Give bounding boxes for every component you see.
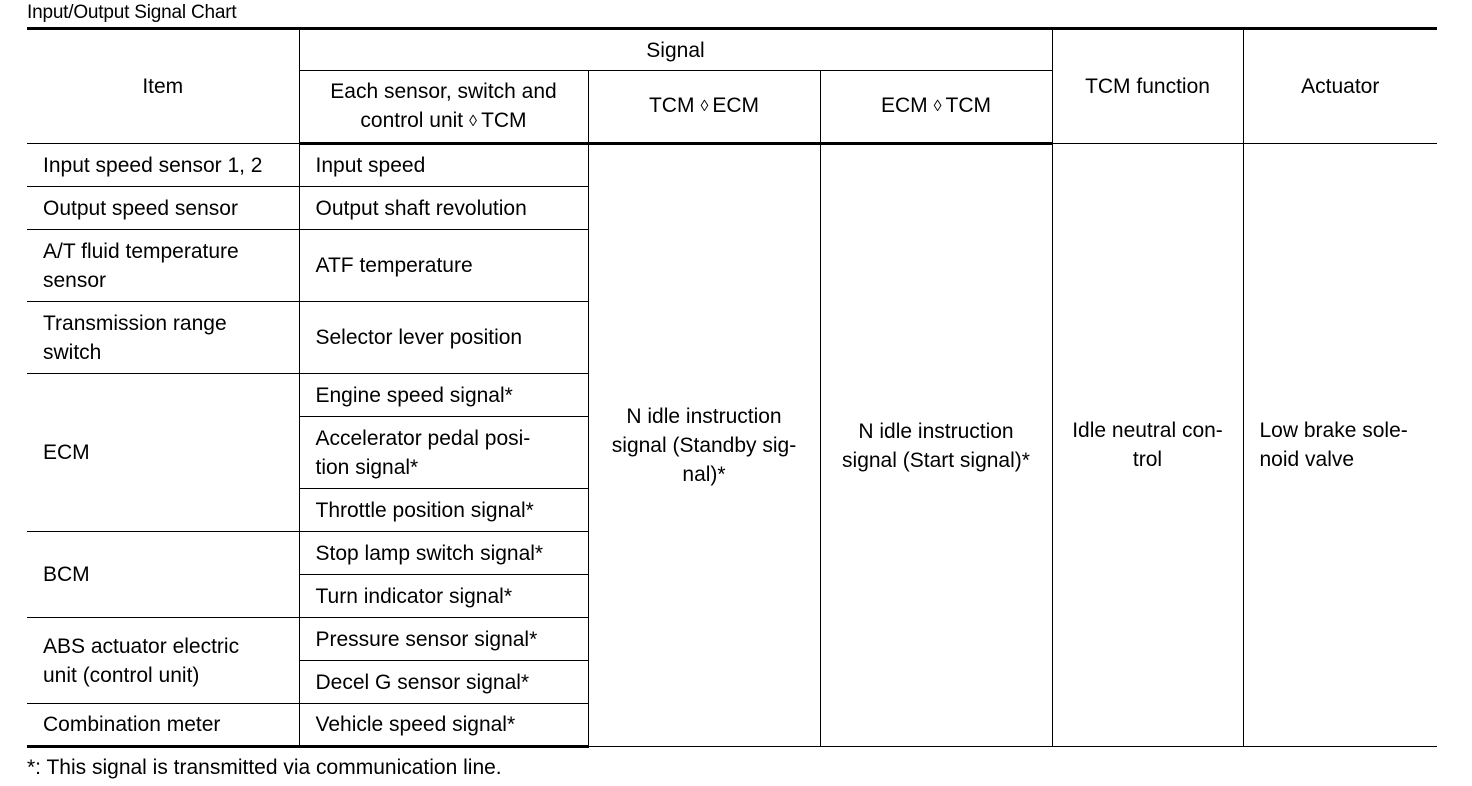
item-range-switch (27, 302, 299, 374)
actuator-line1: Low brake sole- (1259, 419, 1408, 442)
item-abs-actuator (27, 618, 299, 704)
header-tcm-to-ecm (588, 71, 820, 144)
signal-atf-temp: ATF temperature (299, 230, 588, 302)
item-abs-line2: unit (control unit) (43, 663, 200, 687)
item-abs-line1: ABS actuator electric (43, 634, 240, 658)
signal-pressure-sensor: Pressure sensor signal* (299, 618, 588, 661)
signal-accelerator (299, 417, 588, 489)
item-fluid-temp-line1: A/T fluid temperature (43, 239, 239, 263)
header-each-sensor-line2a: control unit (360, 108, 464, 132)
tcm-function-value (1052, 144, 1243, 747)
item-output-speed-sensor: Output speed sensor (27, 187, 299, 230)
header-signal: Signal (299, 29, 1052, 71)
header-ecm-to-tcm-to: TCM (945, 94, 992, 117)
item-fluid-temp-sensor (27, 230, 299, 302)
io-signal-table (27, 27, 1437, 748)
signal-accelerator-line2: tion signal* (315, 455, 419, 479)
ecm-to-tcm-signal (820, 144, 1052, 747)
signal-throttle: Throttle position signal* (299, 489, 588, 532)
header-tcm-function: TCM function (1052, 29, 1243, 144)
header-each-sensor-line1: Each sensor, switch and (330, 79, 557, 103)
signal-turn-indicator: Turn indicator signal* (299, 575, 588, 618)
item-range-switch-line1: Transmission range (43, 311, 227, 335)
chart-caption: Input/Output Signal Chart (27, 2, 237, 23)
tcm-function-line1: Idle neutral con- (1072, 419, 1223, 442)
ecm-to-tcm-line1: N idle instruction (858, 419, 1014, 443)
header-ecm-to-tcm (820, 71, 1052, 144)
arrow-icon: ◊ (469, 112, 478, 130)
item-combination-meter: Combination meter (27, 704, 299, 747)
tcm-function-line2: trol (1132, 448, 1163, 471)
header-tcm-to-ecm-to: ECM (712, 94, 760, 117)
actuator-line2: noid valve (1259, 448, 1355, 471)
signal-decel-g: Decel G sensor signal* (299, 661, 588, 704)
signal-engine-speed: Engine speed signal* (299, 374, 588, 417)
signal-selector-lever: Selector lever position (299, 302, 588, 374)
tcm-to-ecm-signal (588, 144, 820, 747)
header-tcm-to-ecm-from: TCM (648, 94, 695, 117)
signal-output-shaft: Output shaft revolution (299, 187, 588, 230)
item-fluid-temp-line2: sensor (43, 268, 107, 292)
header-each-sensor-line2b: TCM (481, 108, 527, 132)
arrow-icon: ◊ (700, 98, 709, 115)
header-item: Item (27, 29, 299, 144)
header-each-sensor (299, 71, 588, 144)
footnote: *: This signal is transmitted via communication line. (27, 756, 502, 779)
arrow-icon: ◊ (933, 98, 942, 115)
header-ecm-to-tcm-from: ECM (880, 94, 928, 117)
signal-accelerator-line1: Accelerator pedal posi- (315, 426, 531, 450)
tcm-to-ecm-line1: N idle instruction (626, 405, 782, 428)
actuator-value (1243, 144, 1437, 747)
item-ecm: ECM (27, 374, 299, 532)
signal-input-speed: Input speed (299, 144, 588, 187)
ecm-to-tcm-line2: signal (Start signal)* (842, 448, 1030, 472)
signal-stop-lamp: Stop lamp switch signal* (299, 532, 588, 575)
item-bcm: BCM (27, 532, 299, 618)
tcm-to-ecm-line3: nal)* (682, 463, 726, 486)
header-actuator: Actuator (1243, 29, 1437, 144)
tcm-to-ecm-line2: signal (Standby sig- (611, 434, 797, 457)
signal-vehicle-speed: Vehicle speed signal* (299, 704, 588, 747)
item-range-switch-line2: switch (43, 340, 102, 364)
item-input-speed-sensor: Input speed sensor 1, 2 (27, 144, 299, 187)
